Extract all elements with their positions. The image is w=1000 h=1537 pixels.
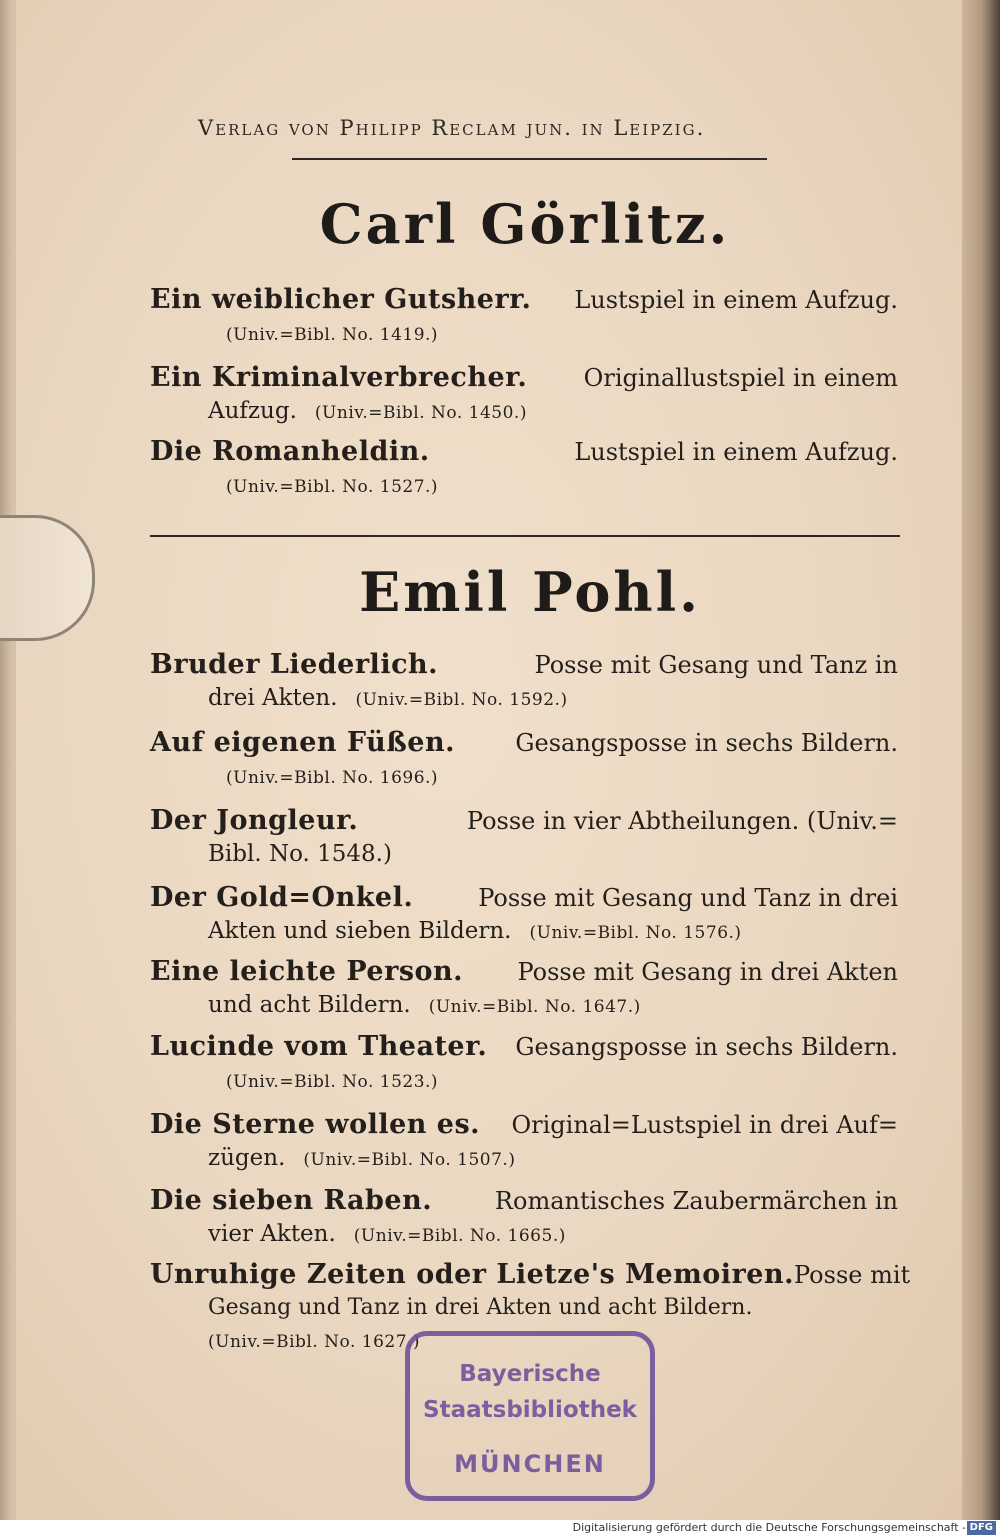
catalog-entry [150,955,898,1023]
entry-title: Ein Kriminalverbrecher. [150,362,528,393]
entry-title: Die sieben Raben. [150,1185,433,1216]
entry-reference: (Univ.=Bibl. No. 1450.) [314,403,527,423]
entry-continuation: Gesang und Tanz in drei Akten und acht Bildern. [208,1295,753,1320]
author-heading-goerlitz: Carl Görlitz. [319,192,731,256]
library-stamp [405,1331,655,1501]
catalog-entry [150,881,898,949]
entry-continuation: vier Akten. [208,1221,336,1247]
entry-genre: Posse mit Gesang und Tanz in [534,651,898,679]
entry-genre: Gesangsposse in sechs Bildern. [515,729,898,757]
entry-continuation: drei Akten. [208,685,338,711]
entry-continuation: Bibl. No. 1548.) [208,841,392,867]
entry-genre: Gesangsposse in sechs Bildern. [515,1033,898,1061]
entry-continuation: Aufzug. [208,398,297,424]
dfg-logo: DFG [967,1521,996,1535]
entry-genre: Posse mit Gesang in drei Akten [517,958,898,986]
entry-reference: (Univ.=Bibl. No. 1576.) [529,923,742,943]
catalog-entry [150,1030,898,1098]
footer-credit: Digitalisierung gefördert durch die Deutsche Forschungsgemeinschaft - [572,1521,966,1534]
author-heading-pohl: Emil Pohl. [359,560,701,624]
entry-reference: (Univ.=Bibl. No. 1647.) [428,997,641,1017]
entry-title: Die Sterne wollen es. [150,1109,481,1140]
publisher-header: Verlag von Philipp Reclam jun. in Leipzig. [198,116,706,140]
entry-reference: (Univ.=Bibl. No. 1507.) [303,1150,516,1170]
entry-title: Unruhige Zeiten oder Lietze's Memoiren. [150,1259,794,1290]
entry-genre: Lustspiel in einem Aufzug. [574,438,898,466]
catalog-entry [150,361,898,429]
entry-continuation: zügen. [208,1145,286,1171]
entry-reference: (Univ.=Bibl. No. 1527.) [226,477,439,497]
entry-continuation: und acht Bildern. [208,992,411,1018]
entry-reference: (Univ.=Bibl. No. 1665.) [353,1226,566,1246]
catalog-entry [150,648,898,716]
entry-title: Der Gold=Onkel. [150,882,414,913]
stamp-line-3: MÜNCHEN [454,1450,606,1478]
entry-reference: (Univ.=Bibl. No. 1523.) [226,1072,439,1092]
stamp-line-1: Bayerische [459,1361,601,1387]
entry-title: Eine leichte Person. [150,956,464,987]
entry-reference: (Univ.=Bibl. No. 1592.) [355,690,568,710]
entry-title: Der Jongleur. [150,805,359,836]
header-rule [292,158,767,160]
catalog-entry [150,804,898,872]
entry-title: Lucinde vom Theater. [150,1031,488,1062]
catalog-entry [150,283,898,351]
entry-genre: Posse mit Gesang und Tanz in drei [478,884,898,912]
entry-reference: (Univ.=Bibl. No. 1419.) [226,325,439,345]
catalog-entry [150,435,898,503]
entry-genre: Originallustspiel in einem [583,364,898,392]
catalog-entry [150,1184,898,1252]
stamp-line-2: Staatsbibliothek [423,1397,637,1423]
catalog-entry [150,1108,898,1176]
entry-genre: Posse in vier Abtheilungen. (Univ.= [466,807,898,835]
entry-genre: Romantisches Zaubermärchen in [494,1187,898,1215]
entry-title: Bruder Liederlich. [150,649,439,680]
entry-genre: Lustspiel in einem Aufzug. [574,286,898,314]
entry-title: Ein weiblicher Gutsherr. [150,284,532,315]
entry-title: Die Romanheldin. [150,436,430,467]
entry-continuation: Akten und sieben Bildern. [208,918,512,944]
entry-reference: (Univ.=Bibl. No. 1696.) [226,768,439,788]
entry-reference: (Univ.=Bibl. No. 1627.) [208,1332,421,1352]
entry-title: Auf eigenen Füßen. [150,727,455,758]
entry-genre: Original=Lustspiel in drei Auf= [511,1111,898,1139]
entry-genre: Posse mit [794,1261,911,1289]
section-divider [150,535,900,537]
catalog-entry [150,726,898,794]
